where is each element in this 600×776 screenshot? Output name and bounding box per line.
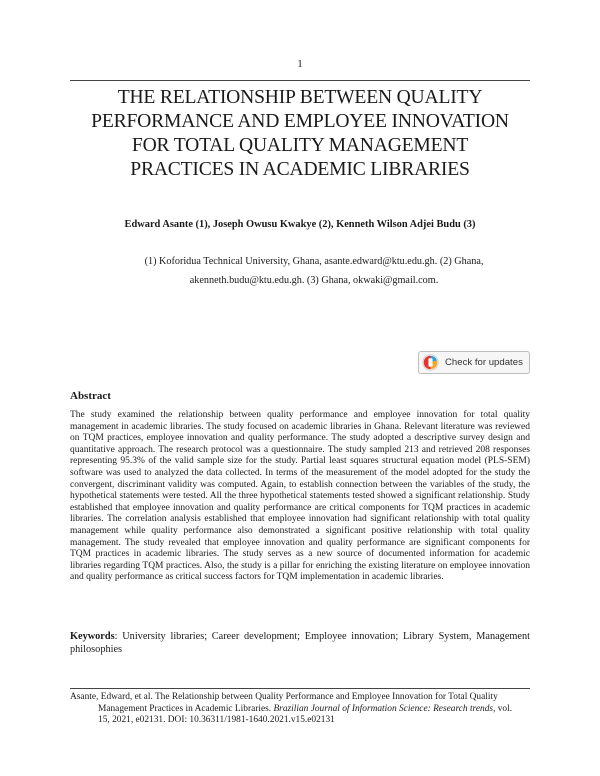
keywords-text: : University libraries; Career development; Employee innovation; Library System, Management philosophies — [70, 631, 530, 655]
citation-journal: Brazilian Journal of Information Science: Research trends — [273, 703, 494, 714]
page-number: 1 — [297, 58, 303, 70]
abstract-body: The study examined the relationship between quality performance and employee innovation for total quality management in academic libraries. The study focused on academic libraries in Ghana. Relevant literature was reviewed on TQM practices, employee innovation and quality performance. The study adopted a descriptive survey design and quantitative approach. The research protocol was a questionnaire. The study sampled 213 and retrieved 208 responses representing 95.3% of the valid sample size for the study. Partial least squares structural equation model (PLS-SEM) software was used to analyzed the data collected. In terms of the measurement of the model adopted for the study the convergent, discriminant validity was computed. Again, to establish connection between the variables of the study, the hypothetical statements were tested. All the three hypothetical statements tested showed a significant relationship. Study established that employee innovation and quality performance are critical components for TQM practices in academic libraries. The correlation analysis established that employee innovation had significant relationship with total quality management while quality performance also demonstrated a significant positive relationship with total quality management. The study revealed that employee innovation and quality performance are significant components for TQM practices in academic libraries. The study serves as a new source of documented information for academic libraries regarding TQM practices. Also, the study is a pillar for enriching the existing literature on employee innovation and quality performance as critical success factors for TQM implementation in academic libraries. — [70, 410, 530, 583]
citation-line-2 — [70, 704, 530, 716]
title-line: FOR TOTAL QUALITY MANAGEMENT — [131, 135, 469, 156]
affiliations — [98, 252, 530, 290]
affiliation-line: akenneth.budu@ktu.edu.gh. (3) Ghana, okwaki@gmail.com. — [189, 275, 439, 286]
citation-line-1: Asante, Edward, et al. The Relationship between Quality Performance and Employee Innovation for Total Quality — [70, 692, 498, 702]
citation-line-3: 15, 2021, e02131. DOI: 10.36311/1981-1640.2021.v15.e02131 — [98, 715, 335, 726]
paper-title — [70, 86, 530, 182]
abstract-heading: Abstract — [70, 390, 111, 402]
title-line: PERFORMANCE AND EMPLOYEE INNOVATION — [91, 111, 509, 132]
footer-rule — [70, 688, 530, 689]
keywords-label: Keywords — [70, 631, 115, 642]
title-line: PRACTICES IN ACADEMIC LIBRARIES — [130, 159, 470, 180]
crossmark-icon — [422, 354, 439, 371]
citation-text: , vol. — [493, 703, 513, 714]
header-rule — [70, 80, 530, 81]
author-list: Edward Asante (1), Joseph Owusu Kwakye (2), Kenneth Wilson Adjei Budu (3) — [124, 219, 476, 230]
citation — [70, 692, 530, 727]
title-line: THE RELATIONSHIP BETWEEN QUALITY — [117, 87, 483, 108]
affiliation-line: (1) Koforidua Technical University, Ghana, asante.edward@ktu.edu.gh. (2) Ghana, — [144, 256, 484, 267]
keywords — [70, 630, 530, 656]
check-for-updates-button[interactable] — [418, 351, 530, 374]
badge-label: Check for updates — [445, 357, 523, 368]
citation-text: Management Practices in Academic Libraries. — [98, 703, 274, 714]
